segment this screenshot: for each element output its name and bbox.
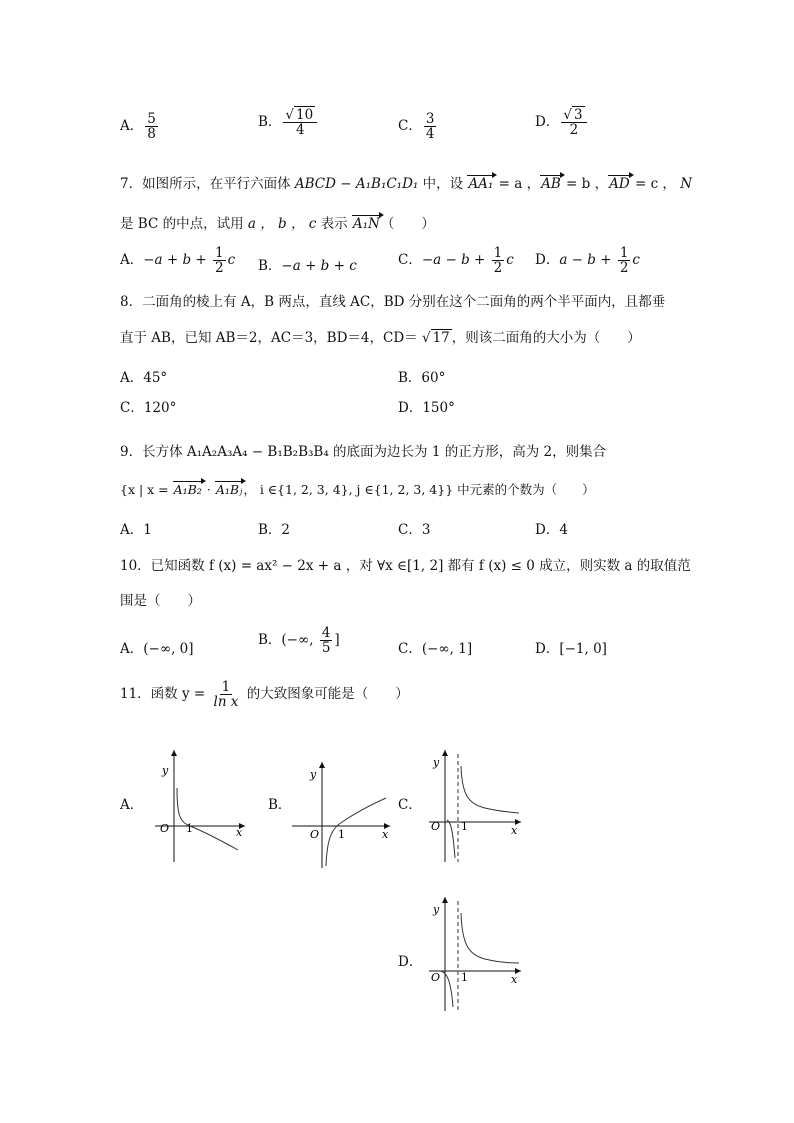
svg-text:y: y <box>162 764 169 777</box>
svg-text:O: O <box>160 822 170 835</box>
q8-option-d: D．150° <box>398 400 455 416</box>
q10-line2: 围是（ ） <box>120 593 201 609</box>
q7-option-b: B．−a + b + c <box>258 258 357 274</box>
q11-stem: 11．函数 y = $\frac{1}{\text{ln x}}$ 的大致图象可能是（ ） <box>120 679 409 711</box>
q11-label-c: C． <box>398 797 422 813</box>
q9-line2: {x | x = A₁B₂ · A₁Bⱼ， i ∈{1, 2, 3, 4}, j ∈{1, 2, 3, 4}} 中元素的个数为（ ） <box>120 482 595 497</box>
q11-graph-c <box>425 748 525 864</box>
svg-text:1: 1 <box>338 828 345 841</box>
q6-option-c: C． $\frac{3}{4}$ <box>398 111 435 143</box>
q10-option-b: B．(−∞, $\frac{4}{5}$ ] <box>258 625 340 657</box>
svg-text:x: x <box>236 826 243 839</box>
q7-option-d: D．a − b + $\frac{1}{2}$ c <box>535 245 640 277</box>
q6-option-d: D． $\frac{√ 3}{2}$ <box>535 108 589 137</box>
svg-text:O: O <box>310 828 320 841</box>
q11-graph-d <box>425 895 525 1013</box>
svg-text:O: O <box>431 971 441 984</box>
q11-label-d: D． <box>398 954 423 970</box>
svg-text:O: O <box>431 820 441 833</box>
q10-option-d: D．[−1, 0] <box>535 641 607 657</box>
q9-line1: 9．长方体 A₁A₂A₃A₄ − B₁B₂B₃B₄ 的底面为边长为 1 的正方形，高为 2，则集合 <box>120 444 607 460</box>
q10-option-a: A．(−∞, 0] <box>120 641 194 657</box>
q6-option-a: A． $\frac{5}{8}$ <box>120 111 156 143</box>
svg-text:y: y <box>310 768 317 781</box>
q11-graph-a <box>150 748 250 864</box>
q9-option-a: A．1 <box>120 522 152 538</box>
q8-line2: 直于 AB，已知 AB＝2，AC＝3，BD＝4，CD＝ √ 17 ，则该二面角的大小为（ ） <box>120 330 641 346</box>
svg-text:x: x <box>511 973 518 986</box>
q7-option-c: C．−a − b + $\frac{1}{2}$ c <box>398 245 514 277</box>
q8-line1: 8．二面角的棱上有 A，B 两点，直线 AC，BD 分别在这个二面角的两个半平面内，且都垂 <box>120 294 666 310</box>
svg-text:y: y <box>433 903 440 916</box>
svg-text:x: x <box>382 828 389 841</box>
q8-option-c: C．120° <box>120 400 177 416</box>
q9-option-d: D．4 <box>535 522 568 538</box>
q7-option-a: A．−a + b + $\frac{1}{2}$ c <box>120 245 236 277</box>
q8-option-a: A．45° <box>120 370 168 386</box>
svg-text:1: 1 <box>186 822 193 835</box>
q11-label-b: B． <box>268 797 292 813</box>
q10-line1: 10．已知函数 f (x) = ax² − 2x + a ，对 ∀x ∈[1, 2] 都有 f (x) ≤ 0 成立，则实数 a 的取值范 <box>120 558 691 574</box>
q9-option-b: B．2 <box>258 522 291 538</box>
q7-line2: 是 BC 的中点，试用 a ， b ， c 表示 A₁N（ ） <box>120 216 435 232</box>
svg-text:1: 1 <box>461 820 468 833</box>
q6-option-b: B． $\frac{√ 10}{4}$ <box>258 108 319 137</box>
q9-option-c: C．3 <box>398 522 431 538</box>
svg-text:y: y <box>433 756 440 769</box>
svg-text:1: 1 <box>461 971 468 984</box>
q10-option-c: C．(−∞, 1] <box>398 641 473 657</box>
q11-graph-b <box>290 758 396 870</box>
q7-line1: 7．如图所示，在平行六面体 ABCD − A₁B₁C₁D₁ 中，设 AA₁ = a ，AB = b ，AD = c ， N <box>120 176 693 192</box>
q11-label-a: A． <box>120 797 144 813</box>
q8-option-b: B．60° <box>398 370 446 386</box>
svg-text:x: x <box>511 824 518 837</box>
